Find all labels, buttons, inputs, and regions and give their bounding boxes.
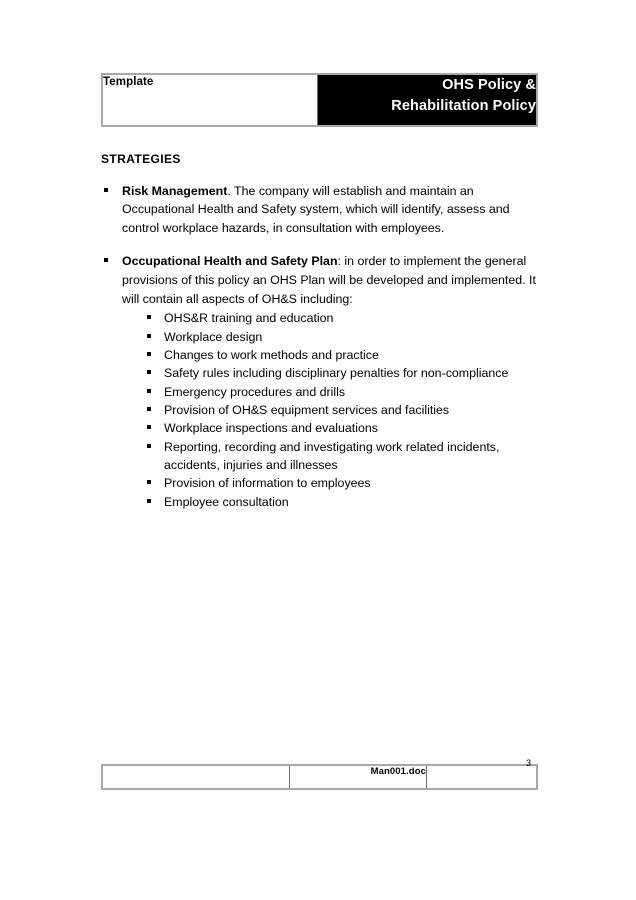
list-item-label: Changes to work methods and practice [164,347,379,362]
document-footer-table [101,758,538,790]
list-item-label: Provision of information to employees [164,476,371,491]
bullet-body-text: : in order to implement the general provisions of this policy an OHS Plan will be developed and implemented. It will contain all aspects of OH&S including: [122,254,536,306]
square-bullet-icon [147,370,151,374]
square-bullet-icon [104,258,108,262]
list-item-label: Safety rules including disciplinary penalties for non-compliance [164,366,509,381]
square-bullet-icon [147,407,151,411]
list-item-label: Employee consultation [164,494,289,509]
square-bullet-icon [147,444,151,448]
section-heading-strategies: STRATEGIES [101,152,181,166]
list-item [122,493,538,511]
footer-blank-cell [102,765,290,789]
square-bullet-icon [147,389,151,393]
footer-doc-id-cell [290,765,427,789]
header-template-label: Template [103,76,154,88]
footer-row [102,765,537,789]
bullet-body-text: . The company will establish and maintain an Occupational Health and Safety system, which will identify, assess and control workplace hazards, in consultation with employees. [122,183,510,235]
list-item [122,474,538,492]
square-bullet-icon [147,352,151,356]
bullet-item-ohs-plan [101,252,538,511]
list-item-label: Reporting, recording and investigating work related incidents, accidents, injuries and illnesses [164,439,500,473]
square-bullet-icon [104,188,108,192]
square-bullet-icon [147,499,151,503]
list-item [122,346,538,364]
list-item [122,401,538,419]
header-title-line-2: Rehabilitation Policy [391,97,536,114]
list-item-label: Workplace design [164,329,263,344]
bullet-lead-label: Occupational Health and Safety Plan [122,254,338,269]
list-item-label: Workplace inspections and evaluations [164,421,378,436]
square-bullet-icon [147,334,151,338]
list-item [122,419,538,437]
bullet-item-risk-management [101,182,538,238]
list-item [122,383,538,401]
list-item [122,364,538,382]
list-item [122,328,538,346]
square-bullet-icon [147,480,151,484]
list-item-label: OHS&R training and education [164,311,334,326]
header-left-cell [102,74,318,126]
footer-doc-id: Man001.doc [370,766,426,777]
footer-page-number-cell [427,758,538,789]
bullet-lead-label: Risk Management [122,183,228,198]
list-item-label: Provision of OH&S equipment services and facilities [164,403,450,418]
document-body [101,152,538,526]
header-row [102,74,537,126]
document-header-table [101,73,538,127]
square-bullet-icon [147,315,151,319]
ohs-plan-sub-list [122,309,538,511]
page-number: 3 [525,758,531,768]
list-item [122,438,538,475]
square-bullet-icon [147,425,151,429]
list-item-label: Emergency procedures and drills [164,384,346,399]
list-item [122,309,538,327]
header-title-line-1: OHS Policy & [442,77,536,93]
header-title-cell [318,74,538,126]
